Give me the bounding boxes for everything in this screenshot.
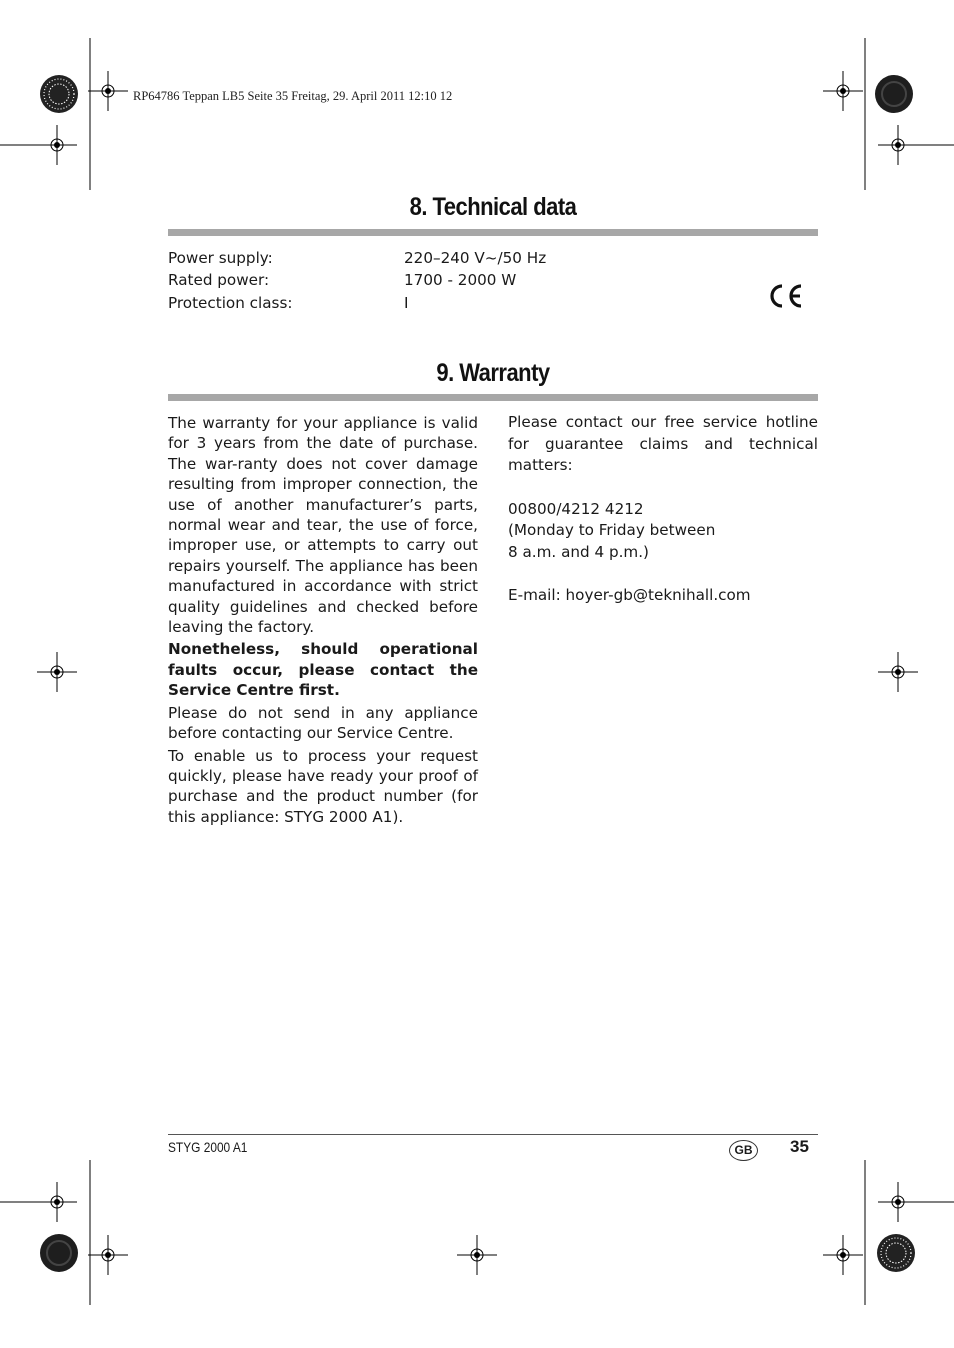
power-supply-value: 220–240 V~/50 Hz (404, 249, 547, 267)
rated-power-value: 1700 - 2000 W (404, 271, 517, 289)
footer-model-number: STYG 2000 A1 (168, 1139, 248, 1155)
protection-class-label: Protection class: (168, 294, 293, 312)
print-slug: RP64786 Teppan LB5 Seite 35 Freitag, 29. April 2011 12:10 12 (133, 89, 453, 103)
warranty-faults-notice: Nonetheless, should operational faults occur, please contact the Service Centre first. (168, 640, 478, 700)
footer-rule (168, 1134, 818, 1135)
hotline-intro: Please contact our free service hotline for guarantee claims and technical matters: (508, 413, 818, 474)
country-badge: GB (729, 1140, 758, 1161)
protection-class-value: I (404, 294, 409, 312)
technical-data-rule (168, 229, 818, 236)
warranty-send-notice: Please do not send in any appliance before contacting our Service Centre. (168, 703, 478, 743)
warranty-proof-paragraph: To enable us to process your request quickly, please have ready your proof of purchase and the product number (for this appliance: STYG 2000 A1). (168, 746, 478, 826)
ce-mark-icon (765, 282, 805, 310)
hotline-number: 00800/4212 4212 (508, 499, 644, 518)
warranty-terms-paragraph: The warranty for your appliance is valid for 3 years from the date of purchase. The war-ranty does not cover damage resulting from improper connection, the use of another manufacturer’s parts, normal wear and tear, the use of force, improper use, or attempts to carry out repairs yourself. The appliance has been manufactured in accordance with strict quality guidelines and checked before leaving the factory. (168, 414, 478, 637)
warranty-heading: 9. Warranty (436, 359, 550, 387)
power-supply-label: Power supply: (168, 249, 273, 267)
hotline-hours-line1: (Monday to Friday between (508, 521, 716, 539)
warranty-right-column (508, 412, 818, 607)
page-number: 35 (790, 1137, 809, 1156)
rated-power-label: Rated power: (168, 271, 270, 289)
technical-data-heading: 8. Technical data (409, 193, 577, 221)
warranty-left-column (168, 413, 478, 827)
hotline-hours-line2: 8 a.m. and 4 p.m.) (508, 542, 649, 561)
warranty-rule (168, 394, 818, 401)
support-email: E-mail: hoyer-gb@teknihall.com (508, 586, 751, 604)
